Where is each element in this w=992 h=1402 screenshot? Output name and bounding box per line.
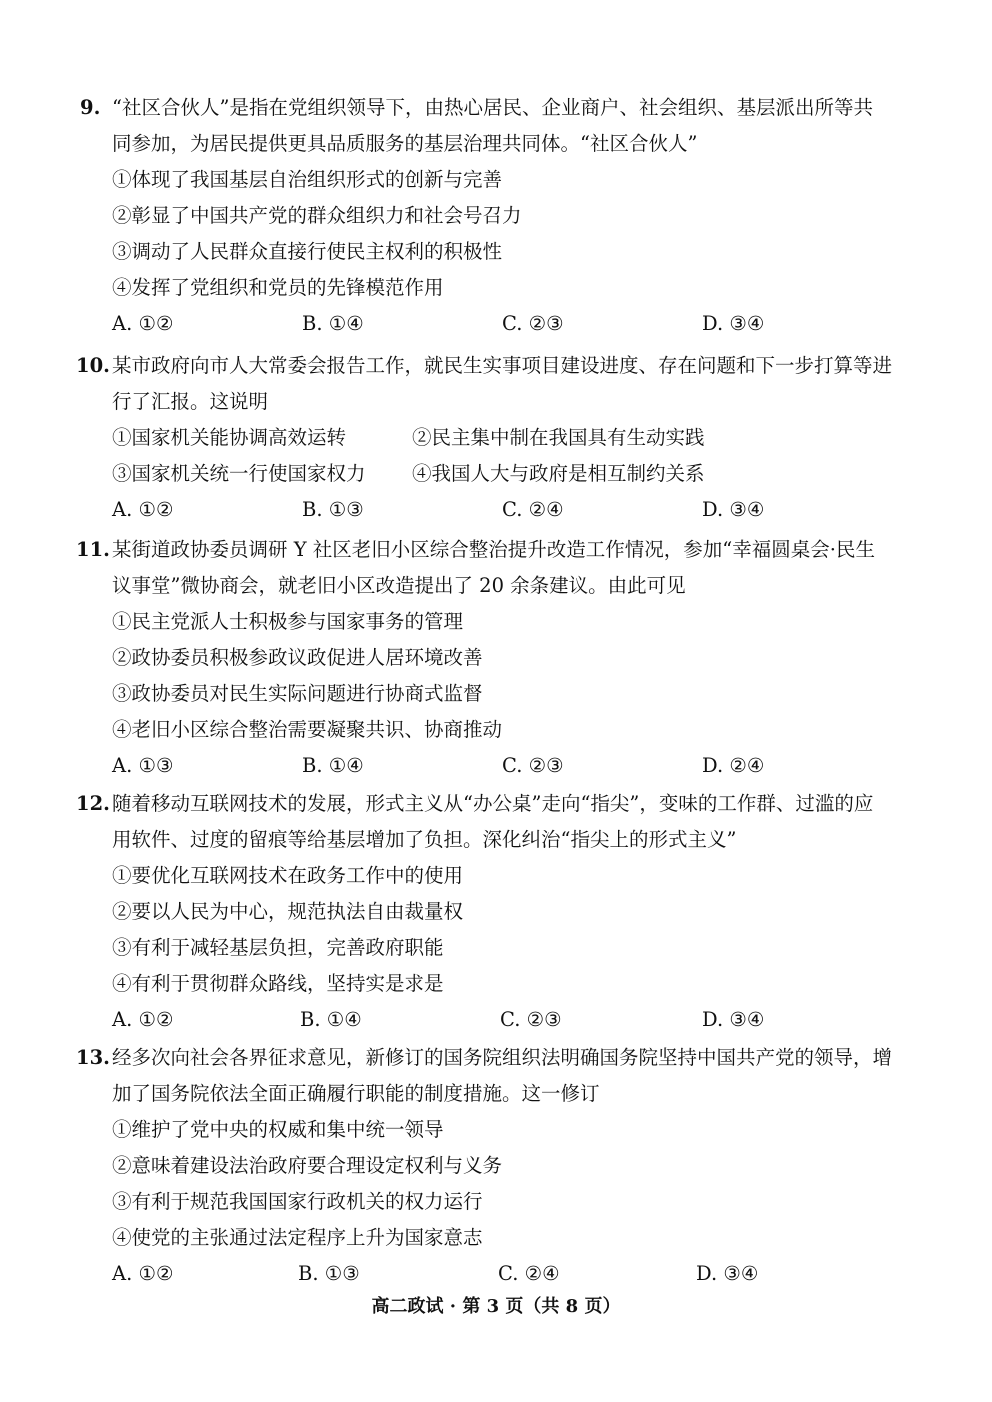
statement-row-1	[112, 420, 992, 456]
choice-c: C. ②④	[498, 1262, 560, 1285]
choice-a: A. ①②	[112, 1262, 174, 1285]
choice-b: B. ①③	[302, 498, 364, 521]
statement-2: ②彰显了中国共产党的群众组织力和社会号召力	[112, 204, 522, 227]
choice-d: D. ③④	[702, 1008, 765, 1031]
question-12	[0, 786, 992, 1038]
question-text: 某街道政协委员调研 Y 社区老旧小区综合整治提升改造工作情况，参加“幸福圆桌会·民生议事堂”微协商会，就老旧小区改造提出了 20 余条建议。由此可见	[112, 538, 875, 597]
statement-1: ①要优化互联网技术在政务工作中的使用	[112, 864, 464, 887]
question-stem	[80, 90, 892, 162]
statement-4: ④使党的主张通过法定程序上升为国家意志	[112, 1226, 483, 1249]
statement-3: ③国家机关统一行使国家权力	[112, 462, 366, 485]
choice-b: B. ①③	[298, 1262, 360, 1285]
statement-3: ③调动了人民群众直接行使民主权利的积极性	[112, 240, 503, 263]
question-13	[0, 1040, 992, 1292]
statement-2: ②政协委员积极参政议政促进人居环境改善	[112, 646, 483, 669]
question-number: 11.	[76, 538, 110, 561]
question-number: 10.	[76, 354, 110, 377]
statement-row-2	[112, 456, 992, 492]
statement-2: ②意味着建设法治政府要合理设定权利与义务	[112, 1154, 503, 1177]
choice-b: B. ①④	[302, 754, 364, 777]
statement-3: ③有利于减轻基层负担，完善政府职能	[112, 936, 444, 959]
question-stem	[76, 348, 893, 420]
question-text: “社区合伙人”是指在党组织领导下，由热心居民、企业商户、社会组织、基层派出所等共同参加，为居民提供更具品质服务的基层治理共同体。“社区合伙人”	[112, 96, 873, 155]
statement-4: ④老旧小区综合整治需要凝聚共识、协商推动	[112, 718, 503, 741]
question-stem	[76, 532, 892, 604]
question-stem	[76, 1040, 893, 1112]
choice-a: A. ①③	[112, 754, 174, 777]
choice-c: C. ②④	[502, 498, 564, 521]
statement-1: ①国家机关能协调高效运转	[112, 426, 347, 449]
question-text: 经多次向社会各界征求意见，新修订的国务院组织法明确国务院坚持中国共产党的领导，增加了国务院依法全面正确履行职能的制度措施。这一修订	[112, 1046, 893, 1105]
statement-4: ④发挥了党组织和党员的先锋模范作用	[112, 276, 444, 299]
statement-1: ①民主党派人士积极参与国家事务的管理	[112, 610, 464, 633]
question-number: 12.	[76, 792, 110, 815]
question-11	[0, 532, 992, 784]
question-text: 某市政府向市人大常委会报告工作，就民生实事项目建设进度、存在问题和下一步打算等进行了汇报。这说明	[112, 354, 893, 413]
question-text: 随着移动互联网技术的发展，形式主义从“办公桌”走向“指尖”，变味的工作群、过滥的应用软件、过度的留痕等给基层增加了负担。深化纠治“指尖上的形式主义”	[112, 792, 874, 851]
choice-d: D. ③④	[696, 1262, 759, 1285]
page-footer: 高二政试 · 第 3 页（共 8 页）	[371, 1296, 621, 1317]
question-number: 9.	[80, 96, 101, 119]
question-number: 13.	[76, 1046, 110, 1069]
choice-a: A. ①②	[112, 1008, 174, 1031]
choice-c: C. ②③	[502, 312, 564, 335]
statement-2: ②民主集中制在我国具有生动实践	[412, 426, 705, 449]
statement-1: ①维护了党中央的权威和集中统一领导	[112, 1118, 444, 1141]
choice-b: B. ①④	[300, 1008, 362, 1031]
choice-c: C. ②③	[500, 1008, 562, 1031]
answer-choices	[0, 748, 992, 784]
statement-4: ④我国人大与政府是相互制约关系	[412, 462, 705, 485]
choice-d: D. ③④	[702, 312, 765, 335]
answer-choices	[0, 1256, 992, 1292]
choice-a: A. ①②	[112, 312, 174, 335]
question-9	[0, 90, 992, 342]
answer-choices	[0, 306, 992, 342]
choice-a: A. ①②	[112, 498, 174, 521]
choice-c: C. ②③	[502, 754, 564, 777]
choice-d: D. ③④	[702, 498, 765, 521]
answer-choices	[0, 492, 992, 528]
answer-choices	[0, 1002, 992, 1038]
statement-3: ③有利于规范我国国家行政机关的权力运行	[112, 1190, 483, 1213]
choice-b: B. ①④	[302, 312, 364, 335]
statement-3: ③政协委员对民生实际问题进行协商式监督	[112, 682, 483, 705]
statement-1: ①体现了我国基层自治组织形式的创新与完善	[112, 168, 503, 191]
question-stem	[76, 786, 892, 858]
statement-2: ②要以人民为中心，规范执法自由裁量权	[112, 900, 464, 923]
question-10	[0, 348, 992, 528]
choice-d: D. ②④	[702, 754, 765, 777]
statement-4: ④有利于贯彻群众路线，坚持实是求是	[112, 972, 444, 995]
